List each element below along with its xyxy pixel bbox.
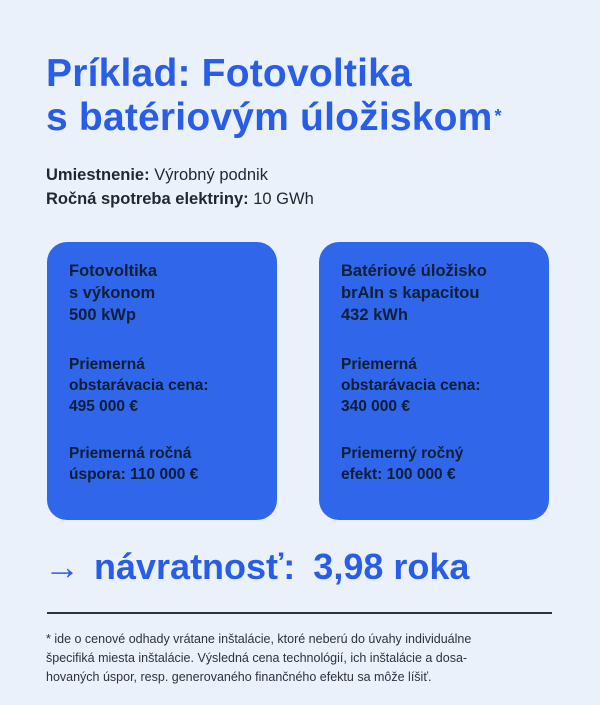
battery-head-line: 432 kWh <box>341 306 408 324</box>
consumption-label: Ročná spotreba elektriny: <box>46 190 249 208</box>
page-title <box>46 52 502 140</box>
consumption-value: 10 GWh <box>253 190 314 208</box>
title-line-2 <box>46 96 502 140</box>
pv-card <box>47 242 277 520</box>
battery-effect-line: Priemerný ročný <box>341 445 464 462</box>
pv-card-heading <box>69 260 259 326</box>
project-meta <box>46 163 314 211</box>
location-row <box>46 163 314 187</box>
battery-price-line: obstarávacia cena: <box>341 377 481 394</box>
footnote <box>46 630 556 687</box>
arrow-right-icon: → <box>44 546 80 587</box>
payback-result <box>44 545 469 589</box>
location-value: Výrobný podnik <box>154 166 268 184</box>
pv-saving-line: Priemerná ročná <box>69 445 192 462</box>
location-label: Umiestnenie: <box>46 166 150 184</box>
pv-price <box>69 354 259 417</box>
footnote-line: * ide o cenové odhady vrátane inštalácie, ktoré neberú do úvahy individuálne <box>46 632 472 646</box>
battery-card <box>319 242 549 520</box>
pv-head-line: s výkonom <box>69 284 156 302</box>
pv-price-line: obstarávacia cena: <box>69 377 209 394</box>
consumption-row <box>46 187 314 211</box>
payback-label: návratnosť: <box>94 546 296 587</box>
title-line-1: Príklad: Fotovoltika <box>46 52 412 95</box>
battery-price <box>341 354 531 417</box>
pv-head-line: 500 kWp <box>69 306 136 324</box>
divider <box>47 612 552 614</box>
title-line-2-text: s batériovým úložiskom <box>46 96 493 139</box>
battery-head-line: Batériové úložisko <box>341 262 487 280</box>
footnote-marker: * <box>494 106 502 126</box>
battery-head-line: brAIn s kapacitou <box>341 284 480 302</box>
pv-saving <box>69 443 259 485</box>
battery-effect-line: efekt: 100 000 € <box>341 466 456 483</box>
battery-price-line: Priemerná <box>341 356 417 373</box>
battery-card-heading <box>341 260 531 326</box>
pv-price-line: Priemerná <box>69 356 145 373</box>
pv-head-line: Fotovoltika <box>69 262 158 280</box>
payback-value: 3,98 roka <box>313 546 470 587</box>
footnote-line: špecifiká miesta inštalácie. Výsledná cena technológií, ich inštalácie a dosa- <box>46 651 468 665</box>
battery-effect <box>341 443 531 485</box>
pv-saving-line: úspora: 110 000 € <box>69 466 199 483</box>
battery-price-line: 340 000 € <box>341 398 410 415</box>
footnote-line: hovaných úspor, resp. generovaného finančného efektu sa môže líšiť. <box>46 670 432 684</box>
pv-price-line: 495 000 € <box>69 398 138 415</box>
